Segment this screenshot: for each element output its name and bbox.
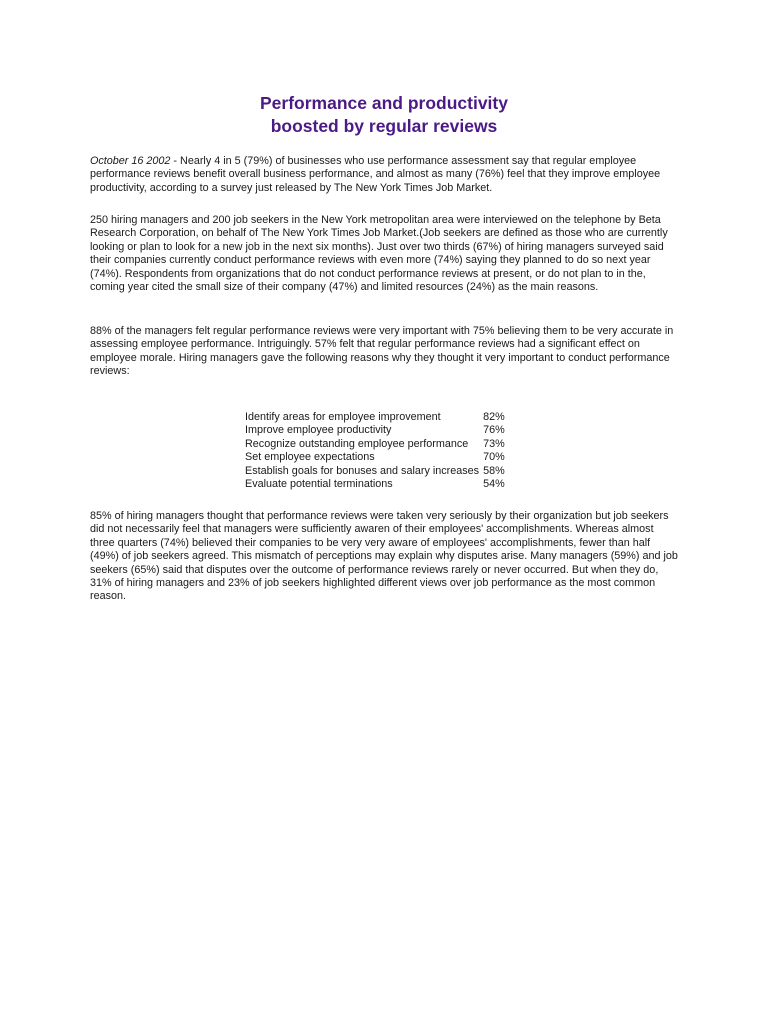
reason-row [245, 478, 505, 491]
reason-row [245, 438, 505, 451]
reason-percent: 82% [483, 411, 505, 423]
intro-text: - Nearly 4 in 5 (79%) of businesses who use performance assessment say that regular employee performance reviews benefit overall business performance, and almost as many (76%) feel that they improve employee productivity, according to a survey just released by The New York Times Job Market. [90, 155, 661, 194]
reason-row [245, 411, 505, 424]
article-date: October 16 2002 [90, 155, 171, 167]
title-line-1: Performance and productivity [260, 93, 508, 113]
reason-label: Recognize outstanding employee performance [245, 437, 469, 450]
reason-row [245, 465, 505, 478]
survey-method-paragraph: 250 hiring managers and 200 job seekers in the New York metropolitan area were interviewed on the telephone by Beta Research Corporation, on behalf of The New York Times Job Market.(Job seekers are defined as those who are currently looking or plan to look for a new job in the next six months). Just over two thirds (67%) of hiring managers surveyed said their companies currently conduct performance reviews with even more (74%) saying they planned to do so next year (74%). Respondents from organizations that do not conduct performance reviews at present, or do not plan to in the, coming year cited the small size of their company (47%) and limited resources (24%) as the main reasons. [90, 214, 668, 294]
reason-label: Identify areas for employee improvement [245, 411, 441, 423]
intro-paragraph [90, 155, 680, 195]
reason-label: Improve employee productivity [245, 424, 392, 437]
document-title [90, 92, 678, 138]
reason-percent: 70% [483, 451, 505, 464]
reason-percent: 54% [483, 478, 505, 491]
perception-gap-paragraph: 85% of hiring managers thought that performance reviews were taken very seriously by their organization but job seekers did not necessarily feel that managers were sufficiently awaren of their employees' accomplishments. Whereas almost three quarters (74%) believed their companies to be very very aware of employees' accomplishments, fewer than half (49%) of job seekers agreed. This mismatch of perceptions may explain why disputes arise. Many managers (59%) and job seekers (65%) said that disputes over the outcome of performance reviews rarely or never occurred. But when they do, 31% of hiring managers and 23% of job seekers highlighted different views over job performance as the most common reason. [90, 510, 678, 603]
reason-label: Set employee expectations [245, 451, 375, 464]
reason-label: Evaluate potential terminations [245, 478, 393, 491]
reason-percent: 58% [483, 464, 505, 477]
reason-percent: 76% [483, 424, 505, 437]
reason-percent: 73% [483, 437, 505, 450]
reason-label: Establish goals for bonuses and salary increases [245, 464, 480, 477]
manager-opinion-paragraph: 88% of the managers felt regular performance reviews were very important with 75% believing them to be very accurate in assessing employee performance. Intriguingly. 57% felt that regular performance reviews had a significant effect on employee morale. Hiring managers gave the following reasons why they thought it very important to conduct performance reviews: [90, 325, 674, 378]
reason-row [245, 451, 505, 464]
reason-row [245, 424, 505, 437]
title-line-2: boosted by regular reviews [270, 116, 498, 136]
reasons-table [245, 411, 505, 491]
